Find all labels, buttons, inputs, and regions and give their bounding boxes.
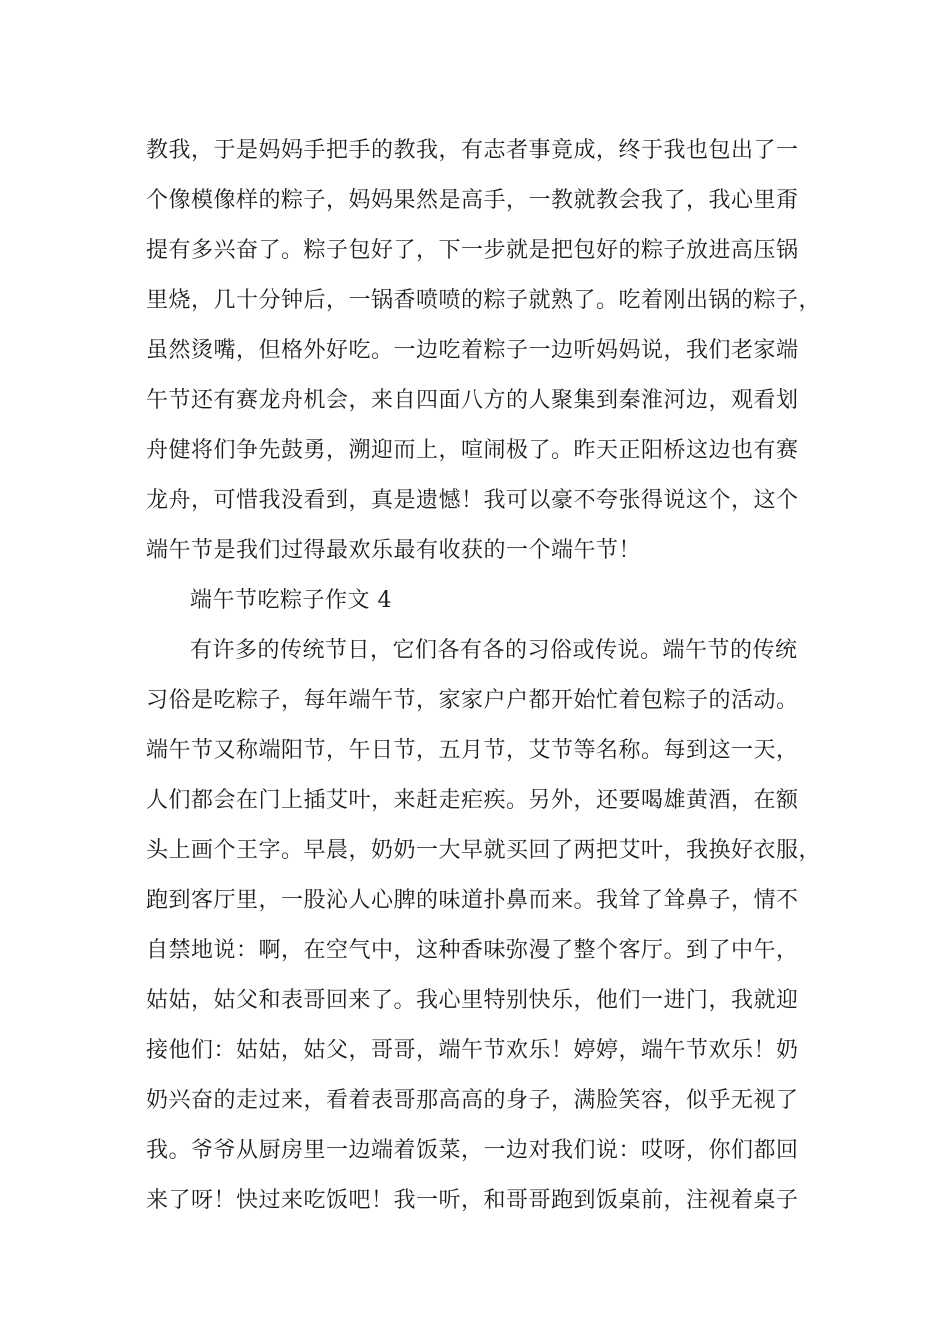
text-line: 午节还有赛龙舟机会，来自四面八方的人聚集到秦淮河边，观看划 bbox=[146, 388, 799, 413]
text-line: 端午节是我们过得最欢乐最有收获的一个端午节！ bbox=[146, 538, 642, 563]
text-line: 舟健将们争先鼓勇，溯迎而上，喧闹极了。昨天正阳桥这边也有赛 bbox=[146, 438, 799, 463]
text-line: 人们都会在门上插艾叶，来赶走疟疾。另外，还要喝雄黄酒，在额 bbox=[146, 788, 799, 813]
text-line: 龙舟，可惜我没看到，真是遗憾！我可以豪不夸张得说这个，这个 bbox=[146, 488, 799, 513]
text-line: 提有多兴奋了。粽子包好了，下一步就是把包好的粽子放进高压锅 bbox=[146, 238, 799, 263]
text-line: 来了呀！快过来吃饭吧！我一听，和哥哥跑到饭桌前，注视着桌子 bbox=[146, 1188, 799, 1213]
text-line: 跑到客厅里，一股沁人心脾的味道扑鼻而来。我耸了耸鼻子，情不 bbox=[146, 888, 799, 913]
text-line: 有许多的传统节日，它们各有各的习俗或传说。端午节的传统 bbox=[190, 638, 798, 663]
text-line: 虽然烫嘴，但格外好吃。一边吃着粽子一边听妈妈说，我们老家端 bbox=[146, 338, 799, 363]
text-line: 姑姑，姑父和表哥回来了。我心里特别快乐，他们一进门，我就迎 bbox=[146, 988, 799, 1013]
text-line: 接他们：姑姑，姑父，哥哥，端午节欢乐！婷婷，端午节欢乐！奶 bbox=[146, 1038, 799, 1063]
text-line: 教我，于是妈妈手把手的教我，有志者事竟成，终于我也包出了一 bbox=[146, 138, 799, 163]
text-line: 头上画个王字。早晨，奶奶一大早就买回了两把艾叶，我换好衣服， bbox=[146, 838, 822, 863]
section-heading: 端午节吃粽子作文 4 bbox=[190, 588, 392, 613]
text-line: 我。爷爷从厨房里一边端着饭菜，一边对我们说：哎呀，你们都回 bbox=[146, 1138, 799, 1163]
text-line: 习俗是吃粽子，每年端午节，家家户户都开始忙着包粽子的活动。 bbox=[146, 688, 799, 713]
text-line: 端午节又称端阳节，午日节，五月节，艾节等名称。每到这一天， bbox=[146, 738, 799, 763]
text-line: 个像模像样的粽子，妈妈果然是高手，一教就教会我了，我心里甭 bbox=[146, 188, 799, 213]
text-line: 自禁地说：啊，在空气中，这种香味弥漫了整个客厅。到了中午， bbox=[146, 938, 799, 963]
text-line: 奶兴奋的走过来，看着表哥那高高的身子，满脸笑容，似乎无视了 bbox=[146, 1088, 799, 1113]
text-line: 里烧，几十分钟后，一锅香喷喷的粽子就熟了。吃着刚出锅的粽子， bbox=[146, 288, 822, 313]
